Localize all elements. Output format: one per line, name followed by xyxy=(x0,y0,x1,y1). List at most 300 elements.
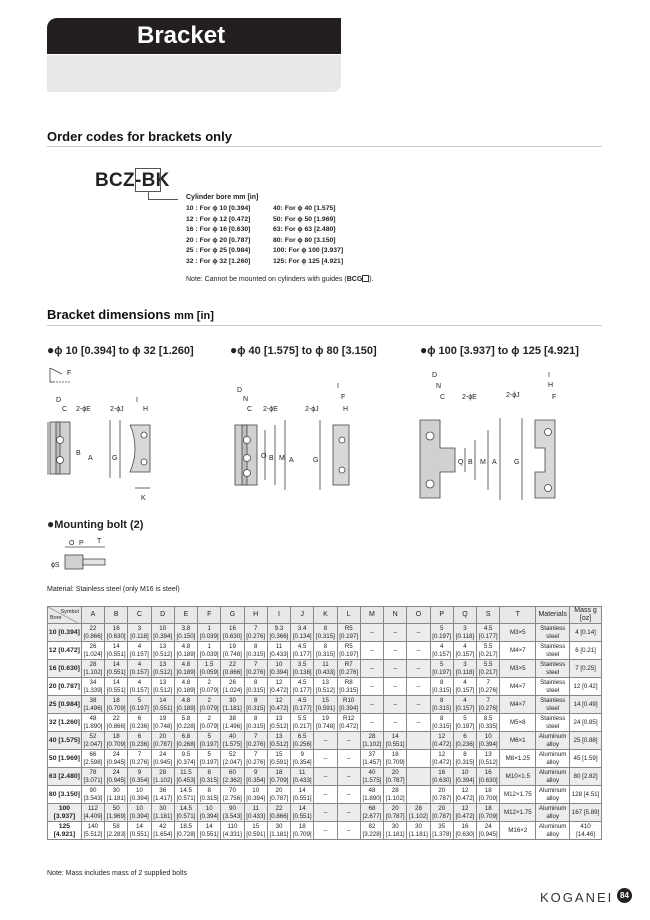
note-text: ). xyxy=(369,276,374,283)
svg-text:M: M xyxy=(279,455,285,462)
table-cell: 18 [0.709] xyxy=(105,732,128,750)
table-cell: 20 [0.787] xyxy=(151,732,174,750)
column-header: A xyxy=(81,607,104,624)
table-cell: 15 [0.591] xyxy=(267,750,290,768)
table-cell: 7 [0.276] xyxy=(244,732,267,750)
column-header: I xyxy=(267,607,290,624)
table-cell xyxy=(407,786,430,804)
dimensions-table xyxy=(47,606,602,840)
table-cell: 4.8 [0.189] xyxy=(174,660,197,678)
bore-cell: 16 [0.630] xyxy=(48,660,82,678)
table-cell: 3 [0.118] xyxy=(453,660,476,678)
table-cell: 11 [0.433] xyxy=(267,642,290,660)
table-cell: 82 [3.228] xyxy=(360,822,383,840)
table-cell: 37 [1.457] xyxy=(360,750,383,768)
bore-cell: 63 [2.480] xyxy=(48,768,82,786)
column-header: S xyxy=(477,607,500,624)
table-cell: 18 [0.709] xyxy=(477,786,500,804)
table-cell: 8 [0.315] xyxy=(430,678,453,696)
table-cell: 4 [0.157] xyxy=(453,642,476,660)
table-cell: 14 [0.551] xyxy=(198,822,221,840)
column-header: B xyxy=(105,607,128,624)
table-cell: – xyxy=(407,624,430,642)
table-cell: – xyxy=(314,786,337,804)
bore-label: Bore xyxy=(50,615,62,621)
bore-entry: 12 : For ϕ 12 [0.472] xyxy=(186,215,251,223)
table-cell: M12×1.75 xyxy=(500,786,536,804)
table-cell: 30 [1.181] xyxy=(384,822,407,840)
table-cell: 38 [1.496] xyxy=(221,714,244,732)
table-cell: 5 [0.197] xyxy=(128,696,151,714)
column-header: H xyxy=(244,607,267,624)
bore-cell: 100 [3.937] xyxy=(48,804,82,822)
table-cell: 30 [1.181] xyxy=(221,696,244,714)
table-cell: 6 [0.236] xyxy=(453,732,476,750)
bore-cell: 20 [0.787] xyxy=(48,678,82,696)
table-cell: – xyxy=(407,678,430,696)
column-header: E xyxy=(174,607,197,624)
svg-text:O: O xyxy=(261,453,267,460)
bore-cell: 32 [1.260] xyxy=(48,714,82,732)
table-cell: 10 [0.394] xyxy=(244,786,267,804)
table-cell: 26 [1.024] xyxy=(81,642,104,660)
table-cell: 14 [0.551] xyxy=(291,804,314,822)
table-cell: 66 [2.598] xyxy=(81,750,104,768)
table-cell: – xyxy=(360,714,383,732)
bore-entry: 32 : For ϕ 32 [1.260] xyxy=(186,257,251,265)
table-cell: 14 [0.551] xyxy=(384,732,407,750)
table-cell: M10×1.5 xyxy=(500,768,536,786)
svg-text:I: I xyxy=(136,397,138,404)
svg-text:Q: Q xyxy=(458,459,464,466)
table-cell: 5.8 [0.228] xyxy=(174,714,197,732)
svg-text:G: G xyxy=(112,455,118,462)
table-cell: R5 [0.197] xyxy=(337,624,360,642)
table-cell: 4 [0.157] xyxy=(128,678,151,696)
table-cell: 30 [1.181] xyxy=(267,822,290,840)
table-cell: 2 [0.079] xyxy=(198,696,221,714)
table-cell: – xyxy=(314,732,337,750)
bullet-icon: ● xyxy=(47,343,55,357)
svg-text:D: D xyxy=(237,387,243,394)
table-cell: 14 [0.551] xyxy=(105,678,128,696)
table-cell: 7 [0.276] xyxy=(244,750,267,768)
table-cell: – xyxy=(314,822,337,840)
brand-logo: KOGANEI xyxy=(540,890,614,905)
table-cell: – xyxy=(407,660,430,678)
table-cell: 13 [0.512] xyxy=(151,660,174,678)
table-cell: 48 [1.890] xyxy=(81,714,104,732)
table-cell: 22 [0.866] xyxy=(267,804,290,822)
table-cell: 12 [0.472] xyxy=(453,786,476,804)
table-cell: 8 [0.315] xyxy=(198,768,221,786)
group-label-text: ϕ 10 [0.394] to ϕ 32 [1.260] xyxy=(54,345,194,357)
table-cell: 9 [0.354] xyxy=(291,750,314,768)
column-header: D xyxy=(151,607,174,624)
table-cell: 20 [0.787] xyxy=(430,804,453,822)
table-cell: 6.5 [0.256] xyxy=(291,732,314,750)
table-cell: 8 [0.315] xyxy=(244,714,267,732)
table-cell: 3 [0.118] xyxy=(128,624,151,642)
bore-cell: 25 [0.984] xyxy=(48,696,82,714)
svg-text:C: C xyxy=(440,394,446,401)
symbol-bore-header xyxy=(48,607,82,624)
table-cell: R12 [0.472] xyxy=(337,714,360,732)
table-row xyxy=(48,750,602,768)
table-cell: 24 [0.85] xyxy=(570,714,602,732)
table-cell: 9.3 [0.366] xyxy=(267,624,290,642)
page-title: Bracket xyxy=(137,22,226,49)
column-header: K xyxy=(314,607,337,624)
table-cell: M8×1.25 xyxy=(500,750,536,768)
table-cell: – xyxy=(314,768,337,786)
table-cell: – xyxy=(360,678,383,696)
svg-text:T: T xyxy=(97,538,102,545)
table-cell: 13 [0.512] xyxy=(267,732,290,750)
dimensions-heading xyxy=(47,307,214,322)
table-cell: 10 [0.394] xyxy=(128,804,151,822)
table-cell: 58 [2.283] xyxy=(105,822,128,840)
table-cell: 14.5 [0.571] xyxy=(174,804,197,822)
table-cell: 24 [0.945] xyxy=(105,768,128,786)
svg-text:H: H xyxy=(548,382,554,389)
table-row xyxy=(48,696,602,714)
table-cell: 30 [1.181] xyxy=(407,822,430,840)
leader-line xyxy=(148,199,178,200)
svg-text:2-ϕJ: 2-ϕJ xyxy=(506,392,520,399)
svg-text:A: A xyxy=(492,459,497,466)
table-cell: 4 [0.157] xyxy=(128,660,151,678)
table-cell: 4.5 [0.177] xyxy=(291,678,314,696)
table-cell: 10 [0.394] xyxy=(128,786,151,804)
table-cell: 8.5 [0.335] xyxy=(477,714,500,732)
svg-text:H: H xyxy=(143,406,149,413)
bore-entry: 16 : For ϕ 16 [0.630] xyxy=(186,226,251,233)
svg-text:N: N xyxy=(243,396,249,403)
table-cell: 28 [1.102] xyxy=(151,768,174,786)
svg-text:B: B xyxy=(468,459,473,466)
table-cell: 38 [1.496] xyxy=(81,696,104,714)
table-cell: 52 [2.047] xyxy=(221,750,244,768)
group-label-3 xyxy=(420,343,579,357)
svg-text:F: F xyxy=(67,370,72,377)
table-cell: 5 [0.197] xyxy=(198,732,221,750)
table-cell: – xyxy=(384,678,407,696)
table-cell: 24 [0.945] xyxy=(105,750,128,768)
table-cell: 5.5 [0.217] xyxy=(291,714,314,732)
table-cell: Stainless steel xyxy=(536,660,570,678)
svg-text:F: F xyxy=(552,394,557,401)
table-row xyxy=(48,714,602,732)
leader-line xyxy=(148,192,149,199)
table-cell: M4×7 xyxy=(500,642,536,660)
table-cell: 8 [0.315] xyxy=(244,678,267,696)
bolt-diagram xyxy=(45,535,125,583)
section-rule xyxy=(47,325,602,326)
table-cell: 8 [0.315] xyxy=(430,696,453,714)
table-cell: 30 [1.181] xyxy=(105,786,128,804)
table-cell: 410 [14.46] xyxy=(570,822,602,840)
table-cell: 40 [1.575] xyxy=(360,768,383,786)
table-cell: 20 [0.787] xyxy=(384,804,407,822)
table-cell: 8 [0.315] xyxy=(453,750,476,768)
bracket-diagram-small xyxy=(40,360,175,515)
table-cell: 7 [0.25] xyxy=(570,660,602,678)
table-cell: 6 [0.236] xyxy=(128,714,151,732)
table-cell: 28 [1.102] xyxy=(360,732,383,750)
table-cell: 5.5 [0.217] xyxy=(477,642,500,660)
table-cell: 14 [0.49] xyxy=(570,696,602,714)
table-cell: 6 [0.21] xyxy=(570,642,602,660)
table-cell: 4 [0.157] xyxy=(128,642,151,660)
column-header: T xyxy=(500,607,536,624)
svg-text:2-ϕJ: 2-ϕJ xyxy=(305,406,319,413)
bore-entry: 125: For ϕ 125 [4.921] xyxy=(273,257,344,265)
bore-cell: 80 [3.150] xyxy=(48,786,82,804)
bore-cell: 125 [4.921] xyxy=(48,822,82,840)
table-cell: – xyxy=(337,786,360,804)
column-header: O xyxy=(407,607,430,624)
table-cell: 20 [0.787] xyxy=(430,786,453,804)
table-cell: 140 [5.512] xyxy=(81,822,104,840)
table-cell: Stainless steel xyxy=(536,642,570,660)
table-cell: 167 [5.89] xyxy=(570,804,602,822)
table-cell: R8 [0.315] xyxy=(337,678,360,696)
table-cell: 11 [0.433] xyxy=(244,804,267,822)
table-cell: R10 [0.394] xyxy=(337,696,360,714)
table-row xyxy=(48,624,602,642)
table-body xyxy=(48,624,602,840)
material-note: Material: Stainless steel (only M16 is steel) xyxy=(47,586,180,593)
table-cell: – xyxy=(407,714,430,732)
column-header: L xyxy=(337,607,360,624)
table-row xyxy=(48,786,602,804)
bore-entry: 63: For ϕ 63 [2.480] xyxy=(273,226,336,233)
table-cell: 7 [0.276] xyxy=(244,660,267,678)
table-cell: 8 [0.315] xyxy=(314,624,337,642)
table-cell: R5 [0.197] xyxy=(337,642,360,660)
table-cell: 26 [1.024] xyxy=(221,678,244,696)
table-cell: – xyxy=(407,696,430,714)
table-cell: 10 [0.394] xyxy=(151,624,174,642)
table-cell: 7 [0.276] xyxy=(128,750,151,768)
column-header: Materials xyxy=(536,607,570,624)
table-cell: 7 [0.276] xyxy=(477,696,500,714)
svg-text:C: C xyxy=(62,406,68,413)
table-cell: 5 [0.197] xyxy=(453,714,476,732)
table-cell: 110 [4.331] xyxy=(221,822,244,840)
table-cell: Aluminum alloy xyxy=(536,804,570,822)
table-cell: 112 [4.409] xyxy=(81,804,104,822)
table-cell: Stainless steel xyxy=(536,624,570,642)
group-label-2 xyxy=(230,343,377,357)
table-cell: – xyxy=(314,804,337,822)
table-cell: 4 [0.157] xyxy=(453,678,476,696)
code-placeholder-box xyxy=(135,168,161,192)
table-cell: 30 [1.181] xyxy=(151,804,174,822)
symbol-label: Symbol xyxy=(60,609,79,615)
table-cell: 15 [0.591] xyxy=(244,822,267,840)
table-cell: 24 [0.945] xyxy=(151,750,174,768)
table-cell: R7 [0.276] xyxy=(337,660,360,678)
title-subbar xyxy=(47,55,341,92)
table-cell: 90 [3.543] xyxy=(81,786,104,804)
table-cell: 40 [1.575] xyxy=(221,732,244,750)
table-cell: 18 [0.709] xyxy=(291,822,314,840)
table-cell: 5 [0.197] xyxy=(198,750,221,768)
table-cell: Aluminum alloy xyxy=(536,768,570,786)
svg-text:G: G xyxy=(313,457,319,464)
table-cell: 5 [0.197] xyxy=(430,660,453,678)
table-cell: Aluminum alloy xyxy=(536,786,570,804)
column-header: Q xyxy=(453,607,476,624)
table-cell: M4×7 xyxy=(500,696,536,714)
table-header-row xyxy=(48,607,602,624)
table-cell: 28 [1.102] xyxy=(407,804,430,822)
table-cell: 4.8 [0.189] xyxy=(174,678,197,696)
bullet-icon: ● xyxy=(420,343,428,357)
table-cell: – xyxy=(337,732,360,750)
table-cell: 45 [1.59] xyxy=(570,750,602,768)
table-row xyxy=(48,768,602,786)
table-cell: 3.8 [0.150] xyxy=(174,624,197,642)
table-cell: – xyxy=(360,624,383,642)
table-cell: 12 [0.472] xyxy=(430,732,453,750)
table-cell: 2 [0.079] xyxy=(198,714,221,732)
bore-heading: Cylinder bore mm [in] xyxy=(186,194,259,201)
table-cell: 5.5 [0.217] xyxy=(477,660,500,678)
table-row xyxy=(48,660,602,678)
table-cell: 28 [1.102] xyxy=(81,660,104,678)
table-cell: 6 [0.236] xyxy=(128,732,151,750)
table-cell: – xyxy=(360,642,383,660)
table-cell: – xyxy=(384,642,407,660)
column-header: Mass g [oz] xyxy=(570,607,602,624)
table-cell: M12×1.75 xyxy=(500,804,536,822)
svg-text:P: P xyxy=(79,540,84,547)
table-cell: 11 [0.433] xyxy=(314,660,337,678)
bore-entry: 10 : For ϕ 10 [0.394] xyxy=(186,205,251,212)
table-cell: Stainless steel xyxy=(536,678,570,696)
group-label-text: ϕ 40 [1.575] to ϕ 80 [3.150] xyxy=(237,345,377,357)
table-cell: 4.5 [0.177] xyxy=(477,624,500,642)
column-header: M xyxy=(360,607,383,624)
table-cell: M3×5 xyxy=(500,660,536,678)
bracket-diagram-large xyxy=(410,360,580,505)
column-header: J xyxy=(291,607,314,624)
table-cell: 4.8 [0.189] xyxy=(174,696,197,714)
order-code: BCZ-BK xyxy=(95,170,170,191)
bore-note xyxy=(186,275,374,283)
bore-cell: 10 [0.394] xyxy=(48,624,82,642)
table-cell: Stainless steel xyxy=(536,714,570,732)
table-cell: 80 [2.82] xyxy=(570,768,602,786)
table-cell: 19 [0.748] xyxy=(314,714,337,732)
table-cell: 19 [0.748] xyxy=(221,642,244,660)
table-row xyxy=(48,822,602,840)
table-cell: 90 [3.543] xyxy=(221,804,244,822)
svg-text:2-ϕJ: 2-ϕJ xyxy=(110,406,124,413)
table-cell: 14 [0.551] xyxy=(291,786,314,804)
table-cell: 24 [0.945] xyxy=(477,822,500,840)
bore-row xyxy=(186,215,343,226)
bore-row xyxy=(186,204,343,215)
table-cell xyxy=(407,768,430,786)
svg-text:ϕS: ϕS xyxy=(51,562,60,569)
table-cell: – xyxy=(337,822,360,840)
table-cell: 16 [0.630] xyxy=(221,624,244,642)
dimensions-heading-text: Bracket dimensions xyxy=(47,307,171,322)
table-cell: 7 [0.276] xyxy=(477,678,500,696)
group-label-1 xyxy=(47,343,194,357)
table-cell: 9 [0.354] xyxy=(244,768,267,786)
bore-entry: 40: For ϕ 40 [1.575] xyxy=(273,205,336,212)
table-cell: 4.5 [0.177] xyxy=(291,696,314,714)
table-cell: 78 [3.071] xyxy=(81,768,104,786)
svg-text:C: C xyxy=(247,406,253,413)
bore-cell: 50 [1.969] xyxy=(48,750,82,768)
table-cell: 48 [1.890] xyxy=(360,786,383,804)
table-cell: 4 [0.157] xyxy=(453,696,476,714)
page-number: 84 xyxy=(617,888,632,903)
table-cell: 3.5 [0.138] xyxy=(291,660,314,678)
svg-text:F: F xyxy=(341,394,346,401)
svg-text:2-ϕE: 2-ϕE xyxy=(76,406,91,413)
table-cell: 16 [0.630] xyxy=(430,768,453,786)
note-bold: BCG xyxy=(346,276,363,283)
bore-row xyxy=(186,225,343,236)
table-cell: 15 [0.591] xyxy=(314,696,337,714)
bullet-icon: ● xyxy=(47,517,55,531)
table-cell: – xyxy=(384,696,407,714)
bore-entry: 100: For ϕ 100 [3.937] xyxy=(273,247,344,254)
table-cell: 1 [0.039] xyxy=(198,624,221,642)
svg-text:B: B xyxy=(269,455,274,462)
table-cell: 1.5 [0.059] xyxy=(198,660,221,678)
table-cell: 9.5 [0.374] xyxy=(174,750,197,768)
table-cell xyxy=(407,732,430,750)
table-cell: 18 [0.709] xyxy=(105,696,128,714)
table-cell: 22 [0.866] xyxy=(105,714,128,732)
table-row xyxy=(48,732,602,750)
table-cell: 18 [0.709] xyxy=(384,750,407,768)
title-bar xyxy=(47,18,341,54)
svg-text:D: D xyxy=(432,372,438,379)
table-cell: 12 [0.472] xyxy=(267,696,290,714)
note-text: Note: Cannot be mounted on cylinders with guides ( xyxy=(186,276,347,283)
table-cell: – xyxy=(360,660,383,678)
table-note: Note: Mass includes mass of 2 supplied bolts xyxy=(47,870,188,877)
column-header: N xyxy=(384,607,407,624)
table-cell: 10 [0.394] xyxy=(477,732,500,750)
table-cell: 35 [1.378] xyxy=(430,822,453,840)
table-cell: 9 [0.354] xyxy=(128,768,151,786)
table-cell: 22 [0.866] xyxy=(81,624,104,642)
bore-row xyxy=(186,257,343,268)
table-cell xyxy=(407,750,430,768)
svg-text:I: I xyxy=(337,383,339,390)
table-cell: 12 [0.472] xyxy=(267,678,290,696)
table-cell: 8 [0.315] xyxy=(244,696,267,714)
table-cell: 16 [0.630] xyxy=(105,624,128,642)
table-cell: – xyxy=(407,642,430,660)
bore-entry: 80: For ϕ 80 [3.150] xyxy=(273,236,336,244)
svg-text:B: B xyxy=(76,450,81,457)
mounting-bolt-heading xyxy=(47,517,143,531)
column-header: G xyxy=(221,607,244,624)
group-label-text: ϕ 100 [3.937] to ϕ 125 [4.921] xyxy=(427,345,579,357)
table-cell: 4 [0.14] xyxy=(570,624,602,642)
